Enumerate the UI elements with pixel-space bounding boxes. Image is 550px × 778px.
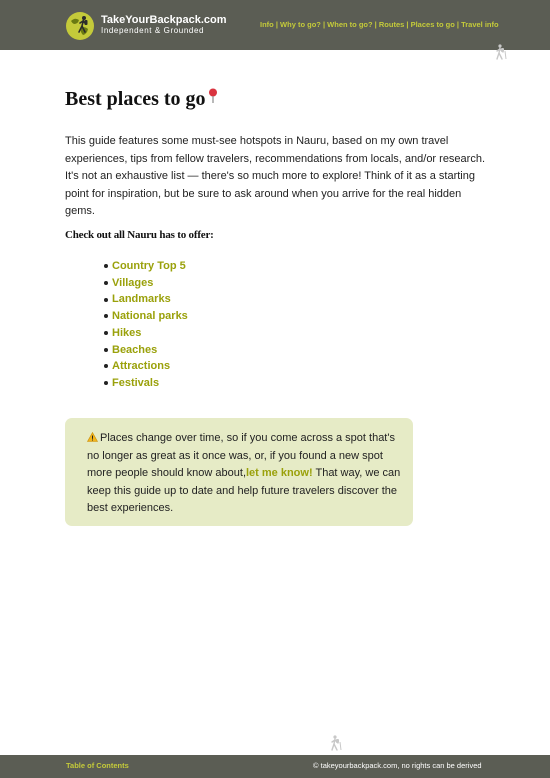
bullet-icon — [104, 314, 108, 318]
top-nav — [260, 20, 499, 29]
nav-item-when-to-go[interactable]: When to go? — [327, 20, 373, 29]
link-country-top-5[interactable]: Country Top 5 — [112, 260, 186, 272]
link-hikes[interactable]: Hikes — [112, 326, 142, 339]
list-item — [104, 291, 188, 308]
callout-text-after: That way, we can keep this guide up to date and help future travelers discover the best experiences. — [87, 467, 401, 514]
intro-paragraph: This guide features some must-see hotspots in Nauru, based on my own travel experiences, tips from fellow travelers, recommendations from locals, and/or research. It's not an exhaustive list — there's so much more to explore! Think of it as a starting point for inspiration, but be sure to ask around when you arrive for the real hidden gems. — [65, 135, 486, 218]
callout-text-before: Places change over time, so if you come across a spot that's no longer as great as it once was, or, if you found a new spot more people should know about, — [87, 432, 395, 479]
bullet-icon — [104, 381, 108, 385]
header-bar — [0, 0, 550, 50]
red-pin-icon — [208, 88, 218, 104]
globe-hiker-logo-icon[interactable] — [65, 11, 95, 41]
link-festivals[interactable]: Festivals — [112, 376, 160, 389]
nav-item-places-to-go[interactable]: Places to go — [410, 20, 455, 29]
list-item — [104, 358, 188, 375]
list-item — [104, 275, 188, 292]
brand-tagline: Independent & Grounded — [101, 26, 205, 35]
page-title — [65, 88, 218, 111]
link-national-parks[interactable]: National parks — [112, 310, 188, 323]
offer-subheading: Check out all Nauru has to offer: — [65, 229, 214, 241]
warning-icon — [87, 432, 98, 442]
brand-name: TakeYourBackpack.com — [101, 14, 227, 26]
link-landmarks[interactable]: Landmarks — [112, 293, 171, 306]
link-villages[interactable]: Villages — [112, 276, 154, 289]
callout-text — [87, 430, 403, 518]
bullet-icon — [104, 281, 108, 285]
copyright-text: © takeyourbackpack.com, no rights can be derived — [313, 761, 482, 770]
bullet-icon — [104, 298, 108, 302]
bullet-icon — [104, 331, 108, 335]
nav-item-info[interactable]: Info — [260, 20, 274, 29]
page-title-text: Best places to go — [65, 88, 206, 110]
nav-item-routes[interactable]: Routes — [378, 20, 405, 29]
bullet-icon — [104, 364, 108, 368]
nav-item-why-to-go[interactable]: Why to go? — [280, 20, 321, 29]
let-me-know-link[interactable]: let me know! — [246, 467, 313, 479]
hiker-icon — [494, 44, 508, 60]
nav-separator: | — [322, 20, 326, 29]
link-attractions[interactable]: Attractions — [112, 360, 171, 373]
nav-item-travel-info[interactable]: Travel info — [461, 20, 499, 29]
list-item — [104, 308, 188, 325]
list-item — [104, 342, 188, 359]
hiker-icon — [329, 735, 343, 751]
bullet-icon — [104, 264, 108, 268]
nav-separator: | — [456, 20, 459, 29]
link-beaches[interactable]: Beaches — [112, 343, 158, 356]
bullet-icon — [104, 348, 108, 352]
list-item — [104, 375, 188, 392]
table-of-contents-link[interactable]: Table of Contents — [66, 761, 129, 770]
nav-separator: | — [275, 20, 278, 29]
places-link-list — [104, 258, 188, 392]
nav-separator: | — [374, 20, 377, 29]
feedback-callout — [65, 418, 413, 526]
nav-separator: | — [406, 20, 409, 29]
list-item — [104, 258, 188, 275]
list-item — [104, 325, 188, 342]
